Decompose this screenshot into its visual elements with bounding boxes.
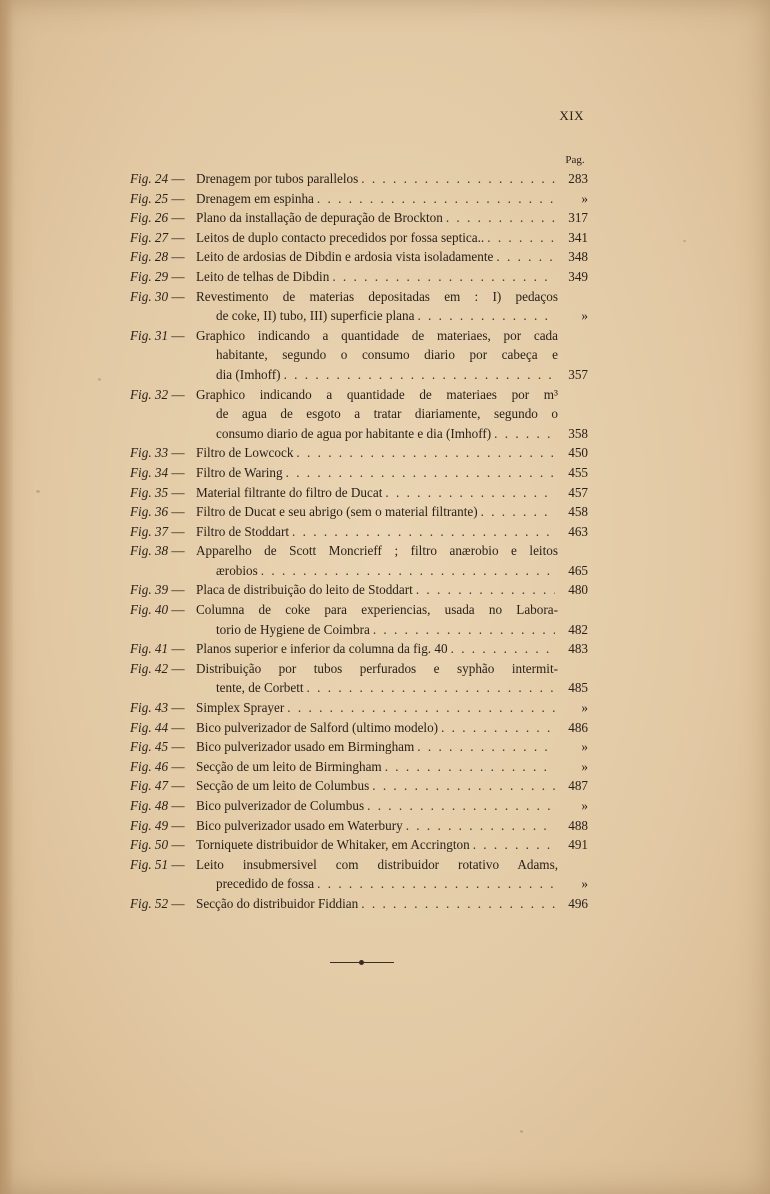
leader-dots xyxy=(286,463,555,483)
figure-page-number: 349 xyxy=(568,268,588,284)
figure-entry xyxy=(130,443,588,463)
figure-label xyxy=(130,189,196,209)
figure-page-number: » xyxy=(581,700,588,716)
figure-caption-line xyxy=(196,541,588,561)
figure-caption-text: Planos superior e inferior da columna da fig. 40 xyxy=(196,641,448,657)
figure-label xyxy=(130,483,196,503)
figure-entry xyxy=(130,816,588,836)
figure-entry xyxy=(130,580,588,600)
figure-caption-text: Leito insubmersivel com distribuidor rotativo Adams, xyxy=(196,856,558,872)
figure-caption-line xyxy=(196,443,588,463)
figure-page-number: 450 xyxy=(568,445,588,461)
leader-dots xyxy=(372,776,555,796)
paper-stain xyxy=(98,378,101,381)
figure-dash: — xyxy=(171,719,185,735)
figure-page-number: 357 xyxy=(568,366,588,382)
figure-label xyxy=(130,718,196,738)
figure-label xyxy=(130,816,196,836)
figure-dash: — xyxy=(171,837,185,853)
figure-caption-line xyxy=(196,326,588,346)
figure-dash: — xyxy=(171,660,185,676)
leader-dots xyxy=(287,698,555,718)
leader-dots xyxy=(473,835,555,855)
figure-caption-text: torio de Hygiene de Coimbra xyxy=(216,621,370,637)
figure-caption-line xyxy=(196,816,588,836)
page-edge-shadow xyxy=(0,0,14,1194)
figure-label xyxy=(130,776,196,796)
figure-label xyxy=(130,463,196,483)
figure-number: Fig. 27 xyxy=(130,229,172,245)
figure-page-number: 341 xyxy=(568,229,588,245)
figure-number: Fig. 32 xyxy=(130,386,172,402)
leader-dots xyxy=(441,718,555,738)
figure-dash: — xyxy=(171,641,185,657)
figure-caption-text: Material filtrante do filtro de Ducat xyxy=(196,484,383,500)
figure-number: Fig. 42 xyxy=(130,660,172,676)
list-of-figures xyxy=(130,169,588,914)
divider-dot xyxy=(359,960,364,965)
figure-page-number: 488 xyxy=(568,817,588,833)
figure-dash: — xyxy=(171,817,185,833)
figure-page-number: 455 xyxy=(568,464,588,480)
figure-caption-text: Simplex Sprayer xyxy=(196,700,285,716)
figure-label xyxy=(130,208,196,228)
figure-number: Fig. 44 xyxy=(130,719,172,735)
figure-caption-text: tente, de Corbett xyxy=(216,680,304,696)
figure-entry xyxy=(130,247,588,267)
figure-caption-line xyxy=(196,620,588,640)
figure-page-number: 480 xyxy=(568,582,588,598)
figure-caption-line xyxy=(196,796,588,816)
figure-label xyxy=(130,443,196,463)
figure-label xyxy=(130,287,196,307)
figure-caption-line xyxy=(196,208,588,228)
figure-number: Fig. 38 xyxy=(130,543,172,559)
figure-number: Fig. 30 xyxy=(130,288,172,304)
figure-caption-text: Distribuição por tubos perfurados e syphão intermit- xyxy=(196,660,558,676)
figure-dash: — xyxy=(171,249,185,265)
figure-caption-text: Drenagem em espinha xyxy=(196,190,314,206)
figure-dash: — xyxy=(171,445,185,461)
leader-dots xyxy=(446,208,555,228)
paper-stain xyxy=(520,1130,523,1133)
figure-label xyxy=(130,247,196,267)
figure-caption-text: ærobios xyxy=(216,562,258,578)
figure-caption-text: de coke, II) tubo, III) superficie plana xyxy=(216,308,415,324)
figure-label xyxy=(130,502,196,522)
figure-caption-line xyxy=(196,228,588,248)
figure-number: Fig. 40 xyxy=(130,602,172,618)
figure-entry xyxy=(130,600,588,639)
figure-caption-line xyxy=(196,189,588,209)
figure-page-number: 457 xyxy=(568,484,588,500)
figure-label xyxy=(130,639,196,659)
figure-caption-text: Plano da installação de depuração de Brockton xyxy=(196,210,443,226)
figure-caption-text: Drenagem por tubos parallelos xyxy=(196,171,359,186)
figure-caption-line xyxy=(196,874,588,894)
figure-page-number: » xyxy=(581,876,588,892)
figure-label xyxy=(130,894,196,914)
figure-entry xyxy=(130,189,588,209)
figure-label xyxy=(130,580,196,600)
figure-dash: — xyxy=(171,288,185,304)
figure-dash: — xyxy=(171,543,185,559)
figure-entry xyxy=(130,287,588,326)
figure-number: Fig. 34 xyxy=(130,464,172,480)
figure-label xyxy=(130,326,196,346)
leader-dots xyxy=(417,737,555,757)
figure-caption-text: consumo diario de agua por habitante e dia (Imhoff) xyxy=(216,425,492,441)
figure-label xyxy=(130,757,196,777)
figure-entry xyxy=(130,894,588,914)
figure-number: Fig. 51 xyxy=(130,856,172,872)
figure-page-number: 491 xyxy=(568,837,588,853)
figure-page-number: » xyxy=(581,758,588,774)
figure-number: Fig. 26 xyxy=(130,210,172,226)
figure-entry xyxy=(130,698,588,718)
figure-number: Fig. 24 xyxy=(130,171,172,186)
figure-caption-line xyxy=(196,169,588,189)
leader-dots xyxy=(416,580,555,600)
leader-dots xyxy=(487,228,555,248)
figure-page-number: 463 xyxy=(568,523,588,539)
figure-label xyxy=(130,522,196,542)
figure-page-number: » xyxy=(581,308,588,324)
leader-dots xyxy=(481,502,555,522)
figure-page-number: 483 xyxy=(568,641,588,657)
figure-caption-line xyxy=(196,561,588,581)
figure-dash: — xyxy=(171,464,185,480)
figure-caption-text: Leito de ardosias de Dibdin e ardosia vista isoladamente xyxy=(196,249,494,265)
figure-caption-line xyxy=(196,835,588,855)
figure-caption-line xyxy=(196,737,588,757)
figure-caption-line xyxy=(196,502,588,522)
figure-page-number: 283 xyxy=(568,171,588,186)
figure-caption-text: Graphico indicando a quantidade de materiaes, por cada xyxy=(196,327,558,343)
figure-label xyxy=(130,169,196,189)
figure-number: Fig. 50 xyxy=(130,837,172,853)
figure-entry xyxy=(130,541,588,580)
figure-caption-text: Graphico indicando a quantidade de materiaes por m³ xyxy=(196,386,558,402)
figure-page-number: 486 xyxy=(568,719,588,735)
figure-dash: — xyxy=(171,798,185,813)
leader-dots xyxy=(385,757,555,777)
figure-caption-line xyxy=(196,463,588,483)
figure-page-number: 348 xyxy=(568,249,588,265)
figure-entry xyxy=(130,385,588,444)
figure-entry xyxy=(130,208,588,228)
figure-dash: — xyxy=(171,895,185,911)
figure-entry xyxy=(130,659,588,698)
figure-label xyxy=(130,855,196,875)
leader-dots xyxy=(284,365,555,385)
figure-entry xyxy=(130,855,588,894)
figure-number: Fig. 43 xyxy=(130,700,172,716)
figure-caption-line xyxy=(196,639,588,659)
figure-entry xyxy=(130,502,588,522)
figure-label xyxy=(130,267,196,287)
figure-page-number: 485 xyxy=(568,680,588,696)
figure-dash: — xyxy=(171,268,185,284)
figure-caption-text: Torniquete distribuidor de Whitaker, em Accrington xyxy=(196,837,470,853)
leader-dots xyxy=(307,678,555,698)
figure-entry xyxy=(130,737,588,757)
figure-caption-text: Placa de distribuição do leito de Stoddart xyxy=(196,582,413,598)
figure-caption-line xyxy=(196,894,588,914)
figure-caption-line xyxy=(196,345,588,365)
figure-caption-text: habitante, segundo o consumo diario por cabeça e xyxy=(216,347,558,363)
figure-caption-text: Leitos de duplo contacto precedidos por fossa septica.. xyxy=(196,229,485,245)
figure-entry xyxy=(130,522,588,542)
paper-stain xyxy=(683,240,686,242)
figure-number: Fig. 47 xyxy=(130,778,172,794)
section-divider xyxy=(330,962,394,963)
figure-entry xyxy=(130,639,588,659)
figure-caption-text: Filtro de Waring xyxy=(196,464,283,480)
figure-caption-text: Leito de telhas de Dibdin xyxy=(196,268,330,284)
leader-dots xyxy=(373,620,555,640)
figure-caption-text: Filtro de Stoddart xyxy=(196,523,290,539)
figure-dash: — xyxy=(171,758,185,774)
figure-dash: — xyxy=(171,210,185,226)
figure-caption-text: Filtro de Ducat e seu abrigo (sem o material filtrante) xyxy=(196,504,478,520)
figure-caption-line xyxy=(196,365,588,385)
figure-number: Fig. 46 xyxy=(130,758,172,774)
figure-caption-line xyxy=(196,306,588,326)
figure-entry xyxy=(130,835,588,855)
figure-label xyxy=(130,796,196,816)
figure-dash: — xyxy=(171,700,185,716)
figure-caption-text: Bico pulverizador usado em Birmingham xyxy=(196,739,415,755)
figure-number: Fig. 45 xyxy=(130,739,172,755)
figure-caption-line xyxy=(196,385,588,405)
figure-caption-line xyxy=(196,404,588,424)
figure-dash: — xyxy=(171,739,185,755)
figure-entry xyxy=(130,463,588,483)
figure-number: Fig. 31 xyxy=(130,327,172,343)
figure-caption-text: precedido de fossa xyxy=(216,876,315,892)
page-column-header: Pag. xyxy=(565,154,585,166)
figure-dash: — xyxy=(171,171,185,186)
figure-dash: — xyxy=(171,484,185,500)
leader-dots xyxy=(317,189,555,209)
figure-number: Fig. 33 xyxy=(130,445,172,461)
figure-caption-text: Apparelho de Scott Moncrieff ; filtro anærobio e leitos xyxy=(196,543,558,559)
leader-dots xyxy=(496,247,555,267)
figure-caption-line xyxy=(196,659,588,679)
figure-page-number: » xyxy=(581,798,588,813)
page-number: XIX xyxy=(559,108,584,123)
figure-caption-line xyxy=(196,483,588,503)
figure-dash: — xyxy=(171,778,185,794)
figure-caption-line xyxy=(196,267,588,287)
figure-entry xyxy=(130,718,588,738)
leader-dots xyxy=(317,874,555,894)
figure-dash: — xyxy=(171,504,185,520)
figure-entry xyxy=(130,796,588,816)
figure-caption-line xyxy=(196,698,588,718)
figure-dash: — xyxy=(171,386,185,402)
figure-page-number: 317 xyxy=(568,210,588,226)
leader-dots xyxy=(332,267,555,287)
figure-entry xyxy=(130,326,588,385)
figure-number: Fig. 28 xyxy=(130,249,172,265)
leader-dots xyxy=(406,816,555,836)
figure-caption-text: Secção de um leito de Birmingham xyxy=(196,758,382,774)
figure-caption-text: Bico pulverizador usado em Waterbury xyxy=(196,817,403,833)
figure-label xyxy=(130,541,196,561)
figure-number: Fig. 36 xyxy=(130,504,172,520)
figure-page-number: 496 xyxy=(568,895,588,911)
figure-entry xyxy=(130,267,588,287)
figure-page-number: 465 xyxy=(568,562,588,578)
leader-dots xyxy=(417,306,555,326)
figure-caption-text: dia (Imhoff) xyxy=(216,366,281,382)
figure-label xyxy=(130,385,196,405)
figure-caption-text: de agua de esgoto a tratar diariamente, segundo o xyxy=(216,406,558,422)
leader-dots xyxy=(367,796,555,816)
figure-label xyxy=(130,835,196,855)
figure-number: Fig. 37 xyxy=(130,523,172,539)
leader-dots xyxy=(451,639,555,659)
figure-dash: — xyxy=(171,190,185,206)
figure-dash: — xyxy=(171,582,185,598)
figure-caption-text: Filtro de Lowcock xyxy=(196,445,294,461)
figure-dash: — xyxy=(171,523,185,539)
figure-entry xyxy=(130,757,588,777)
figure-caption-text: Secção de um leito de Columbus xyxy=(196,778,370,794)
leader-dots xyxy=(385,483,555,503)
figure-number: Fig. 35 xyxy=(130,484,172,500)
leader-dots xyxy=(361,169,555,189)
leader-dots xyxy=(292,522,555,542)
figure-page-number: 458 xyxy=(568,504,588,520)
figure-caption-line xyxy=(196,522,588,542)
leader-dots xyxy=(361,894,555,914)
paper-stain xyxy=(36,490,40,493)
figure-number: Fig. 48 xyxy=(130,798,172,813)
figure-caption-line xyxy=(196,776,588,796)
figure-page-number: 482 xyxy=(568,621,588,637)
figure-caption-line xyxy=(196,580,588,600)
figure-caption-text: Bico pulverizador de Salford (ultimo modelo) xyxy=(196,719,439,735)
figure-caption-line xyxy=(196,718,588,738)
figure-entry xyxy=(130,776,588,796)
figure-page-number: 487 xyxy=(568,778,588,794)
leader-dots xyxy=(261,561,555,581)
figure-caption-line xyxy=(196,678,588,698)
figure-caption-line xyxy=(196,600,588,620)
figure-label xyxy=(130,698,196,718)
figure-label xyxy=(130,659,196,679)
figure-caption-line xyxy=(196,287,588,307)
figure-caption-line xyxy=(196,855,588,875)
figure-caption-line xyxy=(196,247,588,267)
figure-number: Fig. 52 xyxy=(130,895,172,911)
figure-caption-text: Bico pulverizador de Columbus xyxy=(196,798,365,813)
figure-caption-text: Secção do distribuidor Fiddian xyxy=(196,895,359,911)
leader-dots xyxy=(296,443,555,463)
figure-number: Fig. 49 xyxy=(130,817,172,833)
figure-caption-line xyxy=(196,757,588,777)
leader-dots xyxy=(494,424,555,444)
figure-caption-line xyxy=(196,424,588,444)
figure-caption-text: Columna de coke para experiencias, usada no Labora- xyxy=(196,602,558,618)
figure-entry xyxy=(130,169,588,189)
figure-label xyxy=(130,600,196,620)
figure-dash: — xyxy=(171,856,185,872)
figure-entry xyxy=(130,228,588,248)
figure-page-number: » xyxy=(581,739,588,755)
figure-number: Fig. 39 xyxy=(130,582,172,598)
figure-label xyxy=(130,737,196,757)
figure-label xyxy=(130,228,196,248)
figure-page-number: 358 xyxy=(568,425,588,441)
figure-entry xyxy=(130,483,588,503)
figure-number: Fig. 41 xyxy=(130,641,172,657)
figure-dash: — xyxy=(171,327,185,343)
figure-dash: — xyxy=(171,602,185,618)
figure-number: Fig. 29 xyxy=(130,268,172,284)
figure-number: Fig. 25 xyxy=(130,190,172,206)
figure-dash: — xyxy=(171,229,185,245)
figure-page-number: » xyxy=(581,190,588,206)
figure-caption-text: Revestimento de materias depositadas em : I) pedaços xyxy=(196,288,558,304)
